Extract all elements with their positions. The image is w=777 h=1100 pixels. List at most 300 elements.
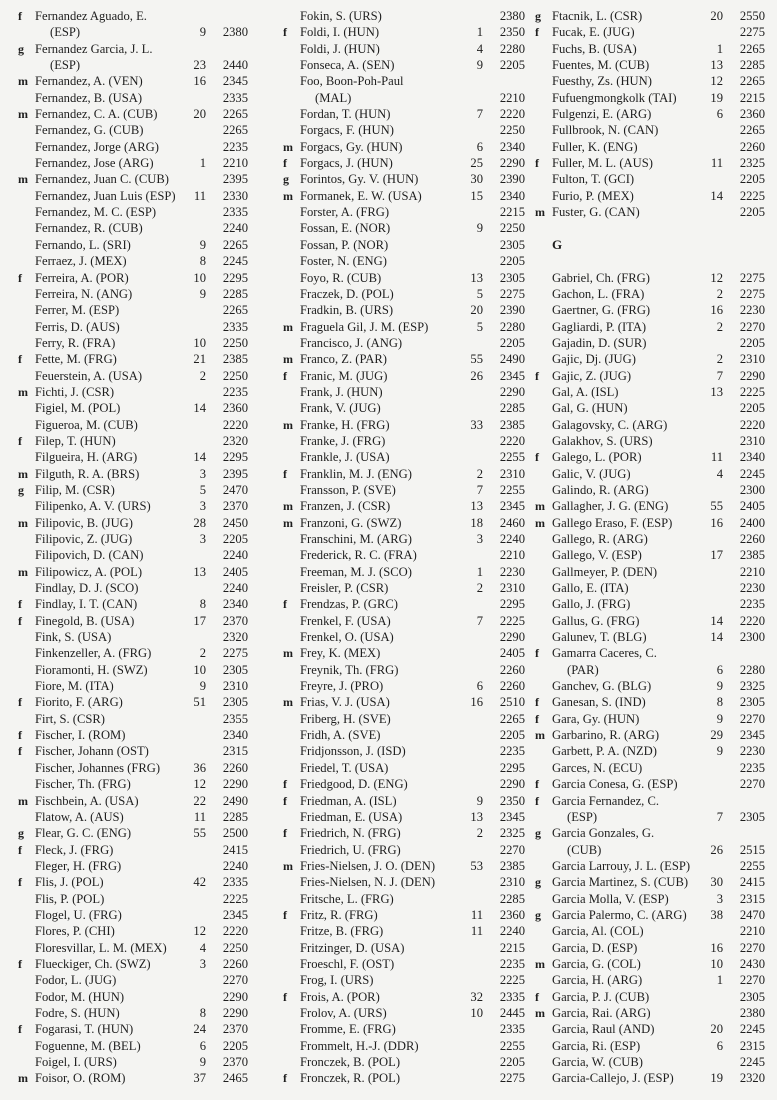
list-item: [283, 531, 525, 547]
list-item: [283, 204, 525, 220]
rating: 2285: [499, 891, 525, 906]
list-item: [18, 1038, 248, 1054]
rating: 2305: [739, 809, 765, 824]
games-count: 1: [716, 41, 723, 56]
player-federation: (PAR): [567, 662, 599, 677]
list-item: [535, 188, 765, 204]
rating: 2220: [499, 107, 525, 122]
rating: 2370: [222, 1055, 248, 1069]
games-count: 9: [199, 237, 206, 252]
list-item: [18, 1070, 248, 1086]
title-code: f: [535, 156, 539, 171]
rating: 2285: [222, 286, 248, 301]
title-code: m: [283, 319, 293, 334]
title-code: m: [18, 74, 28, 89]
rating: 2255: [499, 1038, 525, 1053]
games-count: 30: [710, 875, 723, 890]
list-item: [18, 743, 248, 759]
list-item: [535, 417, 765, 433]
title-code: f: [18, 1022, 22, 1037]
player-name: Ferry, R. (FRA): [35, 335, 116, 350]
games-count: 20: [193, 107, 206, 122]
rating: 2290: [222, 1005, 248, 1020]
player-name: Ferraez, J. (MEX): [35, 254, 127, 269]
player-name: Findlay, D. J. (SCO): [35, 581, 139, 596]
games-count: 3: [199, 499, 206, 514]
list-item: [283, 1054, 525, 1070]
title-code: f: [18, 433, 22, 448]
rating: 2220: [222, 417, 248, 432]
player-name: Fossan, E. (NOR): [300, 221, 391, 236]
rating: 2205: [499, 58, 525, 73]
games-count: 19: [710, 1071, 723, 1086]
player-name: Fodre, S. (HUN): [35, 1005, 120, 1020]
rating: 2275: [499, 1071, 525, 1086]
player-name: Gal, A. (ISL): [552, 384, 619, 399]
rating: 2250: [222, 940, 248, 955]
player-name: Fuchs, B. (USA): [552, 41, 637, 56]
list-item: [283, 220, 525, 236]
games-count: 8: [199, 254, 206, 269]
title-code: m: [283, 646, 293, 661]
player-name: Fernandez, Jose (ARG): [35, 156, 154, 171]
list-item: [283, 629, 525, 645]
rating: 2225: [499, 613, 525, 628]
player-name: Fries-Nielsen, N. J. (DEN): [300, 875, 436, 890]
title-code: f: [18, 842, 22, 857]
player-name: Fraczek, D. (POL): [300, 286, 394, 301]
player-name: Flores, P. (CHI): [35, 924, 115, 939]
rating: 2340: [222, 728, 248, 743]
rating: 2255: [739, 858, 765, 873]
rating: 2310: [499, 581, 525, 596]
player-name: Frommelt, H.-J. (DDR): [300, 1038, 419, 1053]
title-code: f: [535, 793, 539, 808]
player-name: Fuster, G. (CAN): [552, 205, 640, 220]
list-item: [535, 645, 765, 661]
title-code: m: [535, 205, 545, 220]
list-item: [535, 24, 765, 40]
player-name: Fries-Nielsen, J. O. (DEN): [300, 858, 436, 873]
player-name: Fufuengmongkolk (TAI): [552, 90, 677, 105]
list-item: [535, 743, 765, 759]
rating: 2370: [222, 1022, 248, 1037]
player-name: Garbett, P. A. (NZD): [552, 744, 657, 759]
player-name: Friberg, H. (SVE): [300, 711, 391, 726]
list-item: [535, 613, 765, 629]
rating: 2445: [499, 1005, 525, 1020]
player-name: Fernandez, Jorge (ARG): [35, 139, 159, 154]
rating: 2315: [222, 744, 248, 759]
list-item: [535, 351, 765, 367]
title-code: m: [535, 515, 545, 530]
title-code: f: [283, 597, 287, 612]
list-item: [535, 515, 765, 531]
player-name: Fuller, M. L. (AUS): [552, 156, 653, 171]
list-item: [535, 776, 765, 792]
list-item: [18, 155, 248, 171]
title-code: f: [283, 368, 287, 383]
rating: 2290: [499, 384, 525, 399]
games-count: 18: [470, 515, 483, 530]
title-code: f: [283, 907, 287, 922]
list-item: [18, 90, 248, 106]
list-item: [283, 694, 525, 710]
title-code: f: [283, 466, 287, 481]
player-name: Frenkel, F. (USA): [300, 613, 391, 628]
games-count: 7: [716, 368, 723, 383]
player-name: Furio, P. (MEX): [552, 188, 634, 203]
list-item: [535, 466, 765, 482]
rating: 2205: [739, 172, 765, 187]
games-count: 11: [710, 156, 723, 171]
list-item: [283, 286, 525, 302]
list-item: [283, 515, 525, 531]
rating: 2465: [222, 1071, 248, 1086]
player-name: Forintos, Gy. V. (HUN): [300, 172, 419, 187]
rating: 2310: [739, 433, 765, 448]
rating: 2335: [222, 319, 248, 334]
list-item: [283, 760, 525, 776]
title-code: g: [18, 41, 24, 56]
title-code: f: [18, 597, 22, 612]
rating: 2260: [499, 662, 525, 677]
rating: 2240: [222, 581, 248, 596]
player-name: Foisor, O. (ROM): [35, 1071, 126, 1086]
list-item: [283, 482, 525, 498]
list-item: [283, 302, 525, 318]
list-item: [283, 155, 525, 171]
player-name: Findlay, I. T. (CAN): [35, 597, 138, 612]
list-item: [535, 1054, 765, 1070]
list-item: [283, 645, 525, 661]
rating: 2415: [222, 842, 248, 857]
player-name: Friedrich, N. (FRG): [300, 826, 401, 841]
list-item: [283, 1005, 525, 1021]
player-name: Foldi, J. (HUN): [300, 41, 380, 56]
title-code: f: [18, 613, 22, 628]
player-name: Fischer, I. (ROM): [35, 728, 126, 743]
player-name: Fernandez, Juan Luis (ESP): [35, 188, 176, 203]
list-item: [535, 793, 765, 809]
list-item: [535, 400, 765, 416]
player-name: Garcia Fernandez, C.: [552, 793, 659, 808]
player-name: Ferris, D. (AUS): [35, 319, 120, 334]
games-count: 9: [199, 1055, 206, 1069]
list-item: [535, 940, 765, 956]
player-name: Fernandez, A. (VEN): [35, 74, 143, 89]
rating: 2210: [222, 156, 248, 171]
list-item: [535, 73, 765, 89]
list-item: [18, 270, 248, 286]
player-name: Fleck, J. (FRG): [35, 842, 114, 857]
player-name: Freynik, Th. (FRG): [300, 662, 399, 677]
player-name: Finkenzeller, A. (FRG): [35, 646, 152, 661]
list-item: [535, 270, 765, 286]
player-name: Filguth, R. A. (BRS): [35, 466, 140, 481]
games-count: 4: [716, 466, 723, 481]
list-item: [18, 547, 248, 563]
rating: 2250: [222, 368, 248, 383]
player-name: Frias, V. J. (USA): [300, 695, 390, 710]
player-name: Garcia, G. (COL): [552, 956, 641, 971]
player-name: Gallo, E. (ITA): [552, 581, 629, 596]
games-count: 53: [470, 858, 483, 873]
rating: 2385: [739, 548, 765, 563]
player-name: Frank, J. (HUN): [300, 384, 383, 399]
games-count: 16: [710, 515, 723, 530]
player-name: Fernandez, B. (USA): [35, 90, 143, 105]
player-name: Fridjonsson, J. (ISD): [300, 744, 406, 759]
list-item: [283, 466, 525, 482]
list-item: [18, 858, 248, 874]
games-count: 12: [193, 777, 206, 792]
list-item: [283, 417, 525, 433]
rating: 2210: [739, 924, 765, 939]
player-name: Frey, K. (MEX): [300, 646, 381, 661]
rating: 2250: [499, 123, 525, 138]
list-item: [283, 498, 525, 514]
player-name: Frendzas, P. (GRC): [300, 597, 398, 612]
rating: 2205: [739, 401, 765, 416]
list-item: [283, 809, 525, 825]
player-name: Filep, T. (HUN): [35, 433, 116, 448]
title-code: f: [283, 1071, 287, 1086]
games-count: 20: [470, 303, 483, 318]
player-name: Garcia Gonzales, G.: [552, 826, 655, 841]
rating: 2385: [499, 858, 525, 873]
rating: 2265: [739, 74, 765, 89]
rating: 2305: [222, 662, 248, 677]
rating: 2310: [499, 466, 525, 481]
list-item: [18, 237, 248, 253]
rating: 2235: [739, 597, 765, 612]
list-item: [535, 1038, 765, 1054]
rating: 2345: [499, 368, 525, 383]
list-item: [535, 1005, 765, 1021]
games-count: 7: [716, 809, 723, 824]
title-code: m: [283, 139, 293, 154]
games-count: 1: [476, 25, 483, 40]
player-name: Garces, N. (ECU): [552, 760, 643, 775]
player-name: Foldi, I. (HUN): [300, 25, 380, 40]
list-item: [535, 989, 765, 1005]
rating: 2250: [222, 335, 248, 350]
games-count: 2: [476, 581, 483, 596]
rating: 2235: [499, 956, 525, 971]
player-name: Fullbrook, N. (CAN): [552, 123, 659, 138]
list-item: [18, 711, 248, 727]
title-code: g: [535, 875, 541, 890]
player-name: Fodor, L. (JUG): [35, 973, 117, 988]
player-name: Frog, I. (URS): [300, 973, 374, 988]
player-name: Fradkin, B. (URS): [300, 303, 394, 318]
list-item: [535, 858, 765, 874]
player-name: Gaertner, G. (FRG): [552, 303, 651, 318]
player-name: Forster, A. (FRG): [300, 205, 390, 220]
title-code: f: [18, 875, 22, 890]
list-item: [283, 270, 525, 286]
player-name: Fuller, K. (ENG): [552, 139, 638, 154]
list-item: [18, 596, 248, 612]
player-name: Garcia Palermo, C. (ARG): [552, 907, 687, 922]
player-name: Frederick, R. C. (FRA): [300, 548, 417, 563]
games-count: 12: [710, 270, 723, 285]
title-code: m: [283, 417, 293, 432]
title-code: f: [535, 989, 539, 1004]
rating: 2460: [499, 515, 525, 530]
rating: 2370: [222, 499, 248, 514]
player-name: Frank, V. (JUG): [300, 401, 381, 416]
player-name: Gamarra Caceres, C.: [552, 646, 657, 661]
list-item: [535, 384, 765, 400]
list-item: [535, 122, 765, 138]
games-count: 6: [716, 1038, 723, 1053]
list-item: [283, 564, 525, 580]
player-name: Fernandez Aguado, E.: [35, 9, 147, 23]
games-count: 2: [716, 319, 723, 334]
rating: 2345: [222, 74, 248, 89]
rating: 2205: [499, 335, 525, 350]
list-item: [18, 907, 248, 923]
list-item: [535, 825, 765, 841]
list-item: [18, 204, 248, 220]
games-count: 9: [716, 679, 723, 694]
games-count: 2: [476, 826, 483, 841]
player-name: Fonseca, A. (SEN): [300, 58, 395, 73]
player-name: Friedman, E. (USA): [300, 809, 403, 824]
player-name: Frenkel, O. (USA): [300, 630, 394, 645]
rating: 2205: [222, 1038, 248, 1053]
list-item: [283, 351, 525, 367]
games-count: 55: [470, 352, 483, 367]
player-name: Foster, N. (ENG): [300, 254, 387, 269]
games-count: 3: [716, 891, 723, 906]
rating: 2270: [739, 973, 765, 988]
list-item: [18, 351, 248, 367]
title-code: f: [18, 956, 22, 971]
title-code: f: [18, 695, 22, 710]
player-name: Figueroa, M. (CUB): [35, 417, 138, 432]
rating: 2395: [222, 466, 248, 481]
list-item-continuation: [535, 809, 765, 825]
games-count: 2: [716, 352, 723, 367]
rating: 2225: [499, 973, 525, 988]
player-name: Fischer, Johann (OST): [35, 744, 149, 759]
rating: 2500: [222, 826, 248, 841]
rating: 2245: [739, 466, 765, 481]
list-item: [283, 106, 525, 122]
rating: 2285: [499, 401, 525, 416]
list-item: [535, 368, 765, 384]
title-code: f: [18, 744, 22, 759]
list-item: [18, 972, 248, 988]
games-count: 16: [470, 695, 483, 710]
games-count: 30: [470, 172, 483, 187]
games-count: 29: [710, 728, 723, 743]
title-code: f: [535, 646, 539, 661]
rating: 2245: [222, 254, 248, 269]
list-item: [535, 547, 765, 563]
spacer: [535, 253, 765, 269]
list-item: [283, 335, 525, 351]
rating: 2215: [739, 90, 765, 105]
list-item: [283, 825, 525, 841]
list-item: [283, 449, 525, 465]
rating: 2295: [222, 450, 248, 465]
player-name: Garcia, W. (CUB): [552, 1055, 643, 1069]
list-item: [283, 547, 525, 563]
rating: 2270: [739, 940, 765, 955]
games-count: 37: [193, 1071, 206, 1086]
games-count: 10: [193, 270, 206, 285]
player-name: Flogel, U. (FRG): [35, 907, 122, 922]
rating: 2310: [499, 875, 525, 890]
games-count: 51: [193, 695, 206, 710]
rating: 2390: [499, 172, 525, 187]
rating: 2385: [499, 417, 525, 432]
player-name: Ganchev, G. (BLG): [552, 679, 652, 694]
rating: 2300: [739, 630, 765, 645]
player-name: Garcia-Callejo, J. (ESP): [552, 1071, 674, 1086]
games-count: 13: [470, 499, 483, 514]
player-name: Filipowicz, A. (POL): [35, 564, 143, 579]
list-item: [283, 433, 525, 449]
list-item-continuation: [535, 662, 765, 678]
list-item: [283, 122, 525, 138]
rating: 2240: [222, 858, 248, 873]
player-name: Fritze, B. (FRG): [300, 924, 384, 939]
title-code: m: [283, 352, 293, 367]
list-item: [283, 662, 525, 678]
rating: 2380: [739, 1005, 765, 1020]
player-name: Ferreira, N. (ANG): [35, 286, 133, 301]
player-name: Garcia Martinez, S. (CUB): [552, 875, 689, 890]
games-count: 13: [710, 58, 723, 73]
player-name: Froeschl, F. (OST): [300, 956, 395, 971]
list-item: [18, 1005, 248, 1021]
list-item: [18, 825, 248, 841]
list-item: [18, 515, 248, 531]
games-count: 1: [199, 156, 206, 171]
title-code: m: [283, 515, 293, 530]
rating: 2225: [222, 891, 248, 906]
player-name: Foigel, I. (URS): [35, 1055, 117, 1069]
list-item: [18, 940, 248, 956]
list-item: [18, 776, 248, 792]
rating: 2335: [499, 1022, 525, 1037]
games-count: 4: [476, 41, 483, 56]
rating: 2305: [499, 237, 525, 252]
list-item: [283, 188, 525, 204]
rating: 2260: [499, 679, 525, 694]
title-code: g: [283, 172, 289, 187]
player-name: Fernandez, M. C. (ESP): [35, 205, 157, 220]
list-item: [18, 302, 248, 318]
games-count: 6: [476, 139, 483, 154]
rating: 2355: [222, 711, 248, 726]
list-item: [535, 319, 765, 335]
rating: 2550: [739, 9, 765, 23]
list-item: [283, 956, 525, 972]
list-item: [535, 596, 765, 612]
list-column-1: [18, 8, 248, 1087]
player-name: Flis, P. (POL): [35, 891, 105, 906]
player-name: Flear, G. C. (ENG): [35, 826, 132, 841]
player-name: Forgacs, F. (HUN): [300, 123, 394, 138]
games-count: 25: [470, 156, 483, 171]
player-name: Filgueira, H. (ARG): [35, 450, 138, 465]
